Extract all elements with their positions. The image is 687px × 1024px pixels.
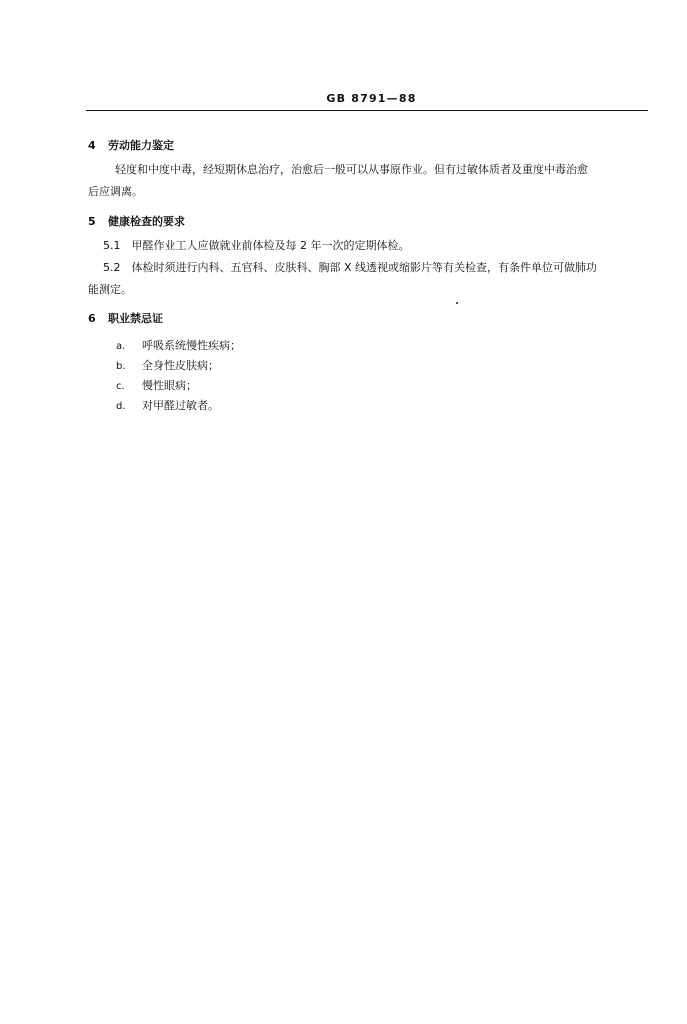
section-4-paragraph-line-1: 轻度和中度中毒，经短期休息治疗，治愈后一般可以从事原作业。但有过敏体质者及重度中毒治愈 xyxy=(115,163,588,176)
contraindication-item xyxy=(116,397,219,413)
section-6-heading xyxy=(88,310,163,326)
clause-5-2-line-2: 能测定。 xyxy=(88,283,132,296)
list-marker: b. xyxy=(116,361,126,372)
section-4-title: 劳动能力鉴定 xyxy=(108,139,174,152)
list-text: 慢性眼病； xyxy=(142,379,197,392)
section-6-number: 6 xyxy=(88,312,96,325)
list-marker: a. xyxy=(116,341,126,352)
section-4-paragraph-line-2: 后应调离。 xyxy=(88,185,143,198)
list-marker: d. xyxy=(116,401,126,412)
header-divider xyxy=(86,110,648,111)
clause-5-2-line-1: 5.2 体检时须进行内科、五官科、皮肤科、胸部 X 线透视或缩影片等有关检查，有条件单位可做肺功 xyxy=(103,261,598,274)
section-5-title: 健康检查的要求 xyxy=(108,215,185,228)
section-5-number: 5 xyxy=(88,215,96,228)
list-text: 呼吸系统慢性疾病； xyxy=(142,339,241,352)
list-text: 对甲醛过敏者。 xyxy=(142,399,219,412)
scan-speck xyxy=(456,302,458,304)
list-marker: c. xyxy=(116,381,125,392)
contraindication-item xyxy=(116,357,219,373)
standard-code-header: GB 8791—88 xyxy=(326,92,417,105)
section-4-heading xyxy=(88,137,174,153)
list-text: 全身性皮肤病； xyxy=(142,359,219,372)
contraindication-item xyxy=(116,377,197,393)
contraindication-item xyxy=(116,337,241,353)
section-6-title: 职业禁忌证 xyxy=(108,312,163,325)
section-4-number: 4 xyxy=(88,139,96,152)
section-5-heading xyxy=(88,213,185,229)
clause-5-1: 5.1 甲醛作业工人应做就业前体检及每 2 年一次的定期体检。 xyxy=(103,239,410,252)
